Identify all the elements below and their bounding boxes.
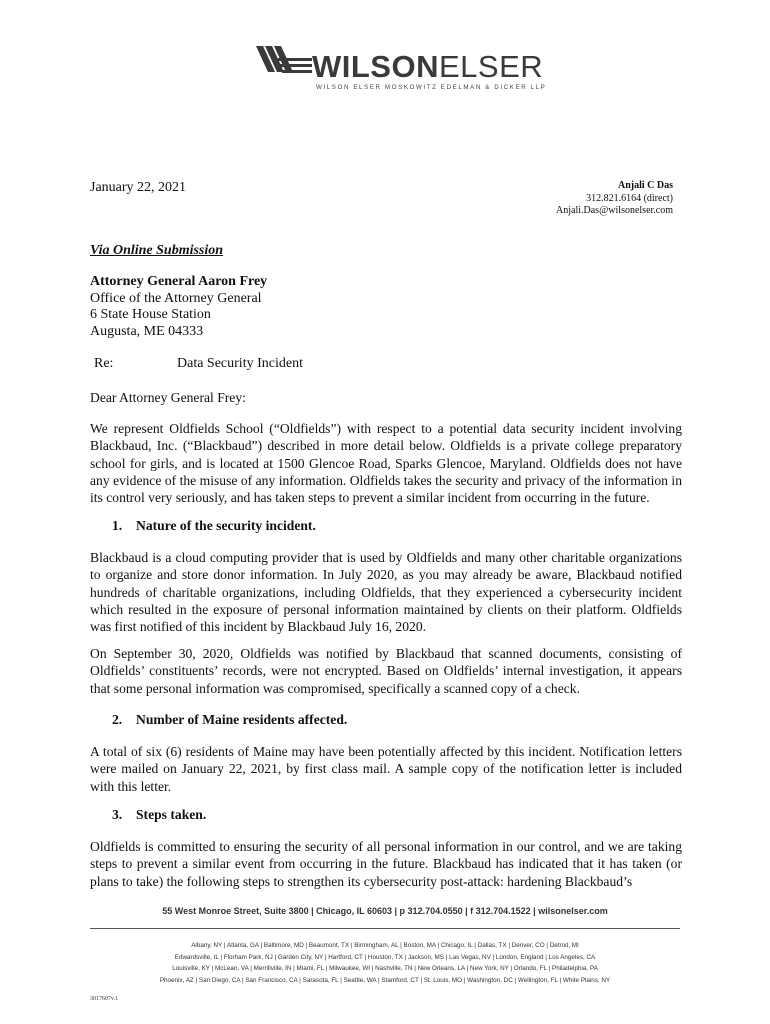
recipient-address (90, 274, 267, 340)
recipient-line-2: 6 State House Station (90, 307, 211, 322)
offices-line-1: Albany, NY | Atlanta, GA | Baltimore, MD | Beaumont, TX | Birmingham, AL | Boston, MA | Chicago, IL | Dallas, TX | Denver, CO | Detroit, MI (191, 942, 579, 949)
paragraph-steps: Oldfields is committed to ensuring the security of all personal information in our control, and we are taking steps to prevent a similar event from occurring in the future. Blackbaud has indicated that it has taken (or plans to take) the following steps to strengthen its cybersecurity post-attack: hardening Blackbaud’s (90, 839, 682, 889)
section-number: 3. (112, 807, 123, 822)
letter-date: January 22, 2021 (90, 180, 187, 195)
sender-block (556, 180, 673, 218)
recipient-name: Attorney General Aaron Frey (90, 274, 268, 289)
sender-phone: 312.821.6164 (direct) (586, 192, 673, 204)
offices-line-2: Edwardsville, IL | Florham Park, NJ | Garden City, NY | Hartford, CT | Houston, TX | Jackson, MS | Las Vegas, NV | London, England | Los Angeles, CA (174, 953, 596, 961)
letterhead-logo (256, 44, 547, 96)
section-title: Nature of the security incident. (136, 518, 316, 533)
sender-name: Anjali C Das (617, 180, 673, 191)
subject-line (90, 356, 303, 372)
wordmark-wilson: WILSON (312, 49, 439, 84)
offices-line-3: Louisville, KY | McLean, VA | Merrillville, IN | Miami, FL | Milwaukee, WI | Nashville, TN | New Orleans, LA | New York, NY | Orlando, FL | Philadelphia, PA (172, 965, 598, 972)
delivery-method: Via Online Submission (90, 243, 224, 258)
offices-line-4: Phoenix, AZ | San Diego, CA | San Francisco, CA | Sarasota, FL | Seattle, WA | Stamford, CT | St. Louis, MO | Washington, DC | Wellington, FL | White Plains, NY (159, 976, 611, 984)
salutation: Dear Attorney General Frey: (90, 390, 246, 405)
footer-address: 55 West Monroe Street, Suite 3800 | Chicago, IL 60603 | p 312.704.0550 | f 312.704.1522 | wilsonelser.com (162, 906, 608, 916)
footer-offices (0, 940, 770, 986)
paragraph-intro: We represent Oldfields School (“Oldfields”) with respect to a potential data security incident involving Blackbaud, Inc. (“Blackbaud”) described in more detail below. Oldfields is a private college preparatory school for girls, and is located at 1500 Glencoe Road, Sparks Glencoe, Maryland. Oldfields does not have any evidence of the misuse of any information. Oldfields takes the security and privacy of the information in its control very seriously, and has taken steps to prevent a similar incident from occurring in the future. (90, 421, 682, 506)
section-number: 2. (112, 712, 123, 727)
recipient-line-1: Office of the Attorney General (90, 290, 262, 306)
recipient-line-3: Augusta, ME 04333 (90, 323, 204, 339)
letterhead-tagline: WILSON ELSER MOSKOWITZ EDELMAN & DICKER LLP (316, 84, 547, 91)
section-number: 1. (112, 518, 123, 533)
sender-email: Anjali.Das@wilsonelser.com (556, 205, 673, 216)
wilson-elser-mark-icon (256, 46, 312, 84)
footer-divider (90, 928, 680, 929)
section-heading-3 (112, 807, 206, 823)
document-id: 3017607v.1 (90, 996, 119, 1002)
paragraph-number-affected: A total of six (6) residents of Maine may have been potentially affected by this incident. Notification letters were mailed on January 22, 2021, by first class mail. A sample copy of the notification letter is included with this letter. (90, 744, 682, 794)
section-heading-2 (112, 712, 347, 728)
subject-text: Data Security Incident (177, 356, 303, 371)
section-title: Steps taken. (136, 807, 207, 822)
section-heading-1 (112, 518, 316, 534)
paragraph-nature-1: Blackbaud is a cloud computing provider that is used by Oldfields and many other charitable organizations to organize and store donor information. In July 2020, as you may already be aware, Blackbaud notified hundreds of charitable organizations, including Oldfields, that they experienced a cybersecurity incident which resulted in the exposure of personal information maintained by clients on their platform. Oldfields was first notified of this incident by Blackbaud July 16, 2020. (90, 550, 682, 635)
letterhead-wordmark (312, 50, 543, 84)
subject-label: Re: (94, 356, 114, 371)
section-title: Number of Maine residents affected. (136, 712, 348, 727)
paragraph-nature-2: On September 30, 2020, Oldfields was notified by Blackbaud that scanned documents, consisting of Oldfields’ constituents’ records, were not encrypted. Based on Oldfields’ internal investigation, it appears that some personal information was compromised, specifically a scanned copy of a check. (90, 646, 682, 696)
wordmark-elser: ELSER (439, 49, 544, 84)
